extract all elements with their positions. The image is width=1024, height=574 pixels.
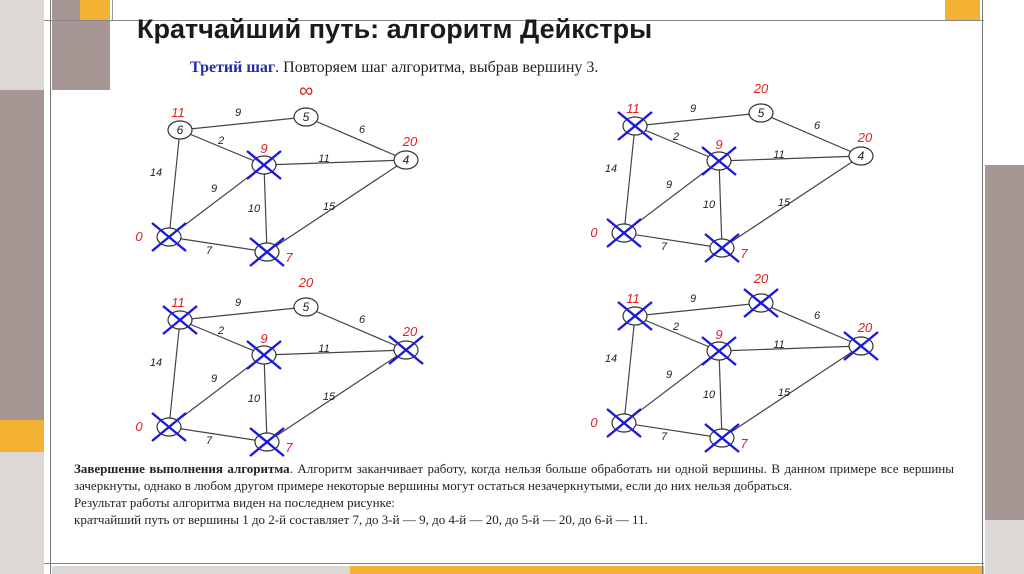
deco-top-orange-bar: [80, 0, 110, 20]
node-distance-1: 0: [135, 419, 143, 434]
edge-weight-6-1: 14: [604, 163, 618, 175]
edge-weight-6-5: 9: [689, 103, 697, 115]
graph-panel-4: [585, 268, 895, 458]
node-distance-1: 0: [590, 415, 598, 430]
node-distance-3: 9: [260, 141, 268, 156]
edge-2-4: [722, 156, 861, 248]
node-distance-6: 11: [626, 101, 640, 116]
deco-bottom-orange: [350, 566, 984, 574]
edge-3-2: [264, 165, 267, 252]
deco-bottom-gray: [52, 566, 350, 574]
node-distance-2: 7: [285, 250, 293, 265]
edge-weight-5-4: 6: [813, 310, 821, 322]
edge-weight-3-2: 10: [247, 203, 261, 215]
edge-3-4: [264, 350, 406, 355]
edge-weight-3-4: 11: [318, 343, 330, 355]
graph-panel-2: [585, 78, 895, 268]
edge-weight-3-2: 10: [702, 389, 716, 401]
node-distance-5: ∞: [298, 82, 314, 102]
edge-6-5: [635, 113, 761, 126]
node-distance-1: 0: [590, 225, 598, 240]
edge-weight-2-4: 15: [777, 387, 791, 399]
edge-6-5: [180, 307, 306, 320]
conclusion-line-3: кратчайший путь от вершины 1 до 2-й составляет 7, до 3-й — 9, до 4-й — 20, до 5-й — 20, до 6-й — 11.: [74, 512, 648, 527]
graph-panel-3: [130, 272, 440, 462]
node-distance-6: 11: [626, 291, 640, 306]
node-distance-3: 9: [260, 331, 268, 346]
edge-6-1: [624, 126, 635, 233]
node-label-5: 5: [302, 300, 310, 314]
edge-6-5: [180, 117, 306, 130]
node-distance-1: 0: [135, 229, 143, 244]
node-distance-5: 20: [753, 271, 769, 286]
edge-2-4: [722, 346, 861, 438]
subtitle-text: . Повторяем шаг алгоритма, выбрав вершину 3.: [275, 59, 599, 76]
edge-weight-6-1: 14: [149, 167, 163, 179]
edge-weight-2-4: 15: [322, 201, 336, 213]
node-distance-4: 20: [402, 324, 418, 339]
edge-6-1: [169, 320, 180, 427]
slide-title: Кратчайший путь: алгоритм Дейкстры: [137, 14, 653, 44]
edge-weight-6-3: 2: [217, 135, 225, 147]
edge-weight-6-3: 2: [672, 131, 680, 143]
node-label-4: 4: [857, 149, 865, 163]
node-distance-4: 20: [402, 134, 418, 149]
conclusion-heading: Завершение выполнения алгоритма: [74, 461, 290, 476]
edge-weight-6-1: 14: [604, 353, 618, 365]
node-distance-2: 7: [285, 440, 293, 455]
conclusion-body: . Алгоритм заканчивает работу, когда нельзя больше обработать ни одной вершины. В данном примере все вершины зачеркнуты, однако в любом другом примере некоторые вершины могут остаться незачеркнутыми, если до них нельзя добраться.: [74, 461, 954, 493]
conclusion-line-2: Результат работы алгоритма виден на последнем рисунке:: [74, 495, 395, 510]
node-distance-5: 20: [298, 275, 314, 290]
edge-weight-6-5: 9: [689, 293, 697, 305]
node-distance-2: 7: [740, 436, 748, 451]
node-distance-3: 9: [715, 137, 723, 152]
node-label-6: 6: [176, 123, 184, 137]
edge-weight-3-4: 11: [773, 339, 785, 351]
edge-3-4: [719, 346, 861, 351]
node-label-5: 5: [757, 106, 765, 120]
edge-weight-1-2: 7: [660, 241, 668, 253]
edge-6-5: [635, 303, 761, 316]
edge-3-2: [719, 351, 722, 438]
edge-weight-3-4: 11: [318, 153, 330, 165]
conclusion-text: [74, 460, 954, 528]
edge-3-2: [719, 161, 722, 248]
node-distance-5: 20: [753, 81, 769, 96]
edge-weight-1-2: 7: [660, 431, 668, 443]
deco-vertical-rule-left: [50, 0, 51, 574]
node-distance-4: 20: [857, 130, 873, 145]
edge-2-4: [267, 160, 406, 252]
edge-weight-3-2: 10: [702, 199, 716, 211]
step-subtitle: [190, 59, 598, 77]
node-distance-2: 7: [740, 246, 748, 261]
edge-weight-1-2: 7: [205, 435, 213, 447]
node-distance-3: 9: [715, 327, 723, 342]
edge-weight-3-4: 11: [773, 149, 785, 161]
edge-weight-1-3: 9: [210, 183, 218, 195]
edge-weight-5-4: 6: [358, 124, 366, 136]
edge-weight-1-2: 7: [205, 245, 213, 257]
deco-top-white-box: [112, 0, 123, 20]
edge-weight-5-4: 6: [358, 314, 366, 326]
deco-vertical-rule-right: [982, 0, 983, 574]
deco-top-right-orange: [945, 0, 980, 20]
edge-weight-1-3: 9: [665, 369, 673, 381]
edge-weight-2-4: 15: [322, 391, 336, 403]
deco-left-orange-strip: [0, 420, 44, 452]
deco-left-brown-block: [0, 90, 44, 420]
edge-weight-6-5: 9: [234, 297, 242, 309]
edge-weight-1-3: 9: [665, 179, 673, 191]
edge-3-4: [719, 156, 861, 161]
node-label-5: 5: [302, 110, 310, 124]
edge-weight-6-3: 2: [672, 321, 680, 333]
subtitle-step-label: Третий шаг: [190, 59, 276, 76]
edge-weight-6-5: 9: [234, 107, 242, 119]
edge-6-1: [169, 130, 180, 237]
deco-right-white-block: [985, 0, 1024, 165]
edge-weight-1-3: 9: [210, 373, 218, 385]
edge-weight-5-4: 6: [813, 120, 821, 132]
node-distance-6: 11: [171, 295, 185, 310]
edge-6-1: [624, 316, 635, 423]
edge-3-2: [264, 355, 267, 442]
graph-panel-1: [130, 82, 430, 272]
edge-2-4: [267, 350, 406, 442]
node-label-4: 4: [402, 153, 410, 167]
edge-weight-2-4: 15: [777, 197, 791, 209]
node-distance-4: 20: [857, 320, 873, 335]
edge-weight-6-3: 2: [217, 325, 225, 337]
node-distance-6: 11: [171, 105, 185, 120]
deco-right-brown-block: [985, 165, 1024, 520]
edge-weight-3-2: 10: [247, 393, 261, 405]
edge-3-4: [264, 160, 406, 165]
edge-weight-6-1: 14: [149, 357, 163, 369]
deco-horizontal-rule-bottom: [44, 563, 984, 564]
